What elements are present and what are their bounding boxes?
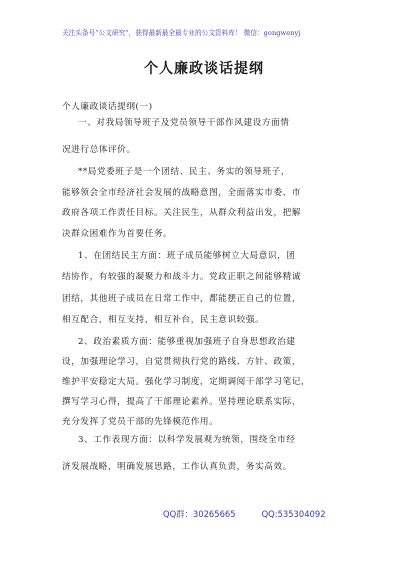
paragraph-line: 况进行总体评价。 bbox=[62, 145, 136, 155]
paragraph-line: 能够领会全市经济社会发展的战略意图，全面落实市委、市 bbox=[62, 188, 302, 198]
paragraph-line: 政府各项工作责任目标。关注民生，从群众利益出发，把解 bbox=[62, 208, 302, 218]
subtitle: 个人廉政谈话提纲(一) bbox=[62, 102, 153, 112]
qq-group-text: QQ群：30265665 bbox=[163, 509, 236, 519]
paragraph-line: 济发展战略，明确发展思路，工作认真负责，务实高效。 bbox=[62, 462, 292, 472]
header-notice: 关注头条号“公文研究”，获得最新最全最专业的公文资料库！ 微信：gongwenyj bbox=[62, 29, 301, 37]
paragraph-line: 相互配合，相互支持，相互补台，民主意识较强。 bbox=[62, 315, 265, 325]
paragraph-line: 撰写学习心得，提高了干部理论素养。坚持理论联系实际， bbox=[62, 397, 302, 407]
paragraph-line: 决群众困难作为首要任务。 bbox=[62, 229, 173, 239]
paragraph-line: 3、工作表现方面：以科学发展观为统领，围绕全市经 bbox=[78, 435, 296, 445]
footer-contact bbox=[163, 508, 326, 520]
paragraph-line: 设，加强理论学习，自觉贯彻执行党的路线、方针、政策， bbox=[62, 357, 302, 367]
paragraph-line: 一、对我局领导班子及党员领导干部作风建设方面情 bbox=[78, 118, 290, 128]
paragraph-line: **局党委班子是一个团结、民主、务实的领导班子， bbox=[78, 167, 291, 177]
paragraph-line: 1、在团结民主方面：班子成员能够树立大局意识，团 bbox=[78, 251, 296, 261]
paragraph-line: 维护平安稳定大局。强化学习制度，定期调阅干部学习笔记， bbox=[62, 377, 311, 387]
paragraph-line: 结协作，有较强的凝聚力和战斗力。党政正职之间能够精诚 bbox=[62, 272, 302, 282]
paragraph-line: 充分发挥了党员干部的先锋模范作用。 bbox=[62, 417, 219, 427]
paragraph-line: 团结，其他班子成员在日常工作中，都能摆正自己的位置， bbox=[62, 294, 302, 304]
qq-number-text: QQ:535304092 bbox=[261, 509, 326, 519]
document-title: 个人廉政谈话提纲 bbox=[144, 61, 264, 77]
paragraph-line: 2、政治素质方面：能够重视加强班子自身思想政治建 bbox=[78, 337, 296, 347]
